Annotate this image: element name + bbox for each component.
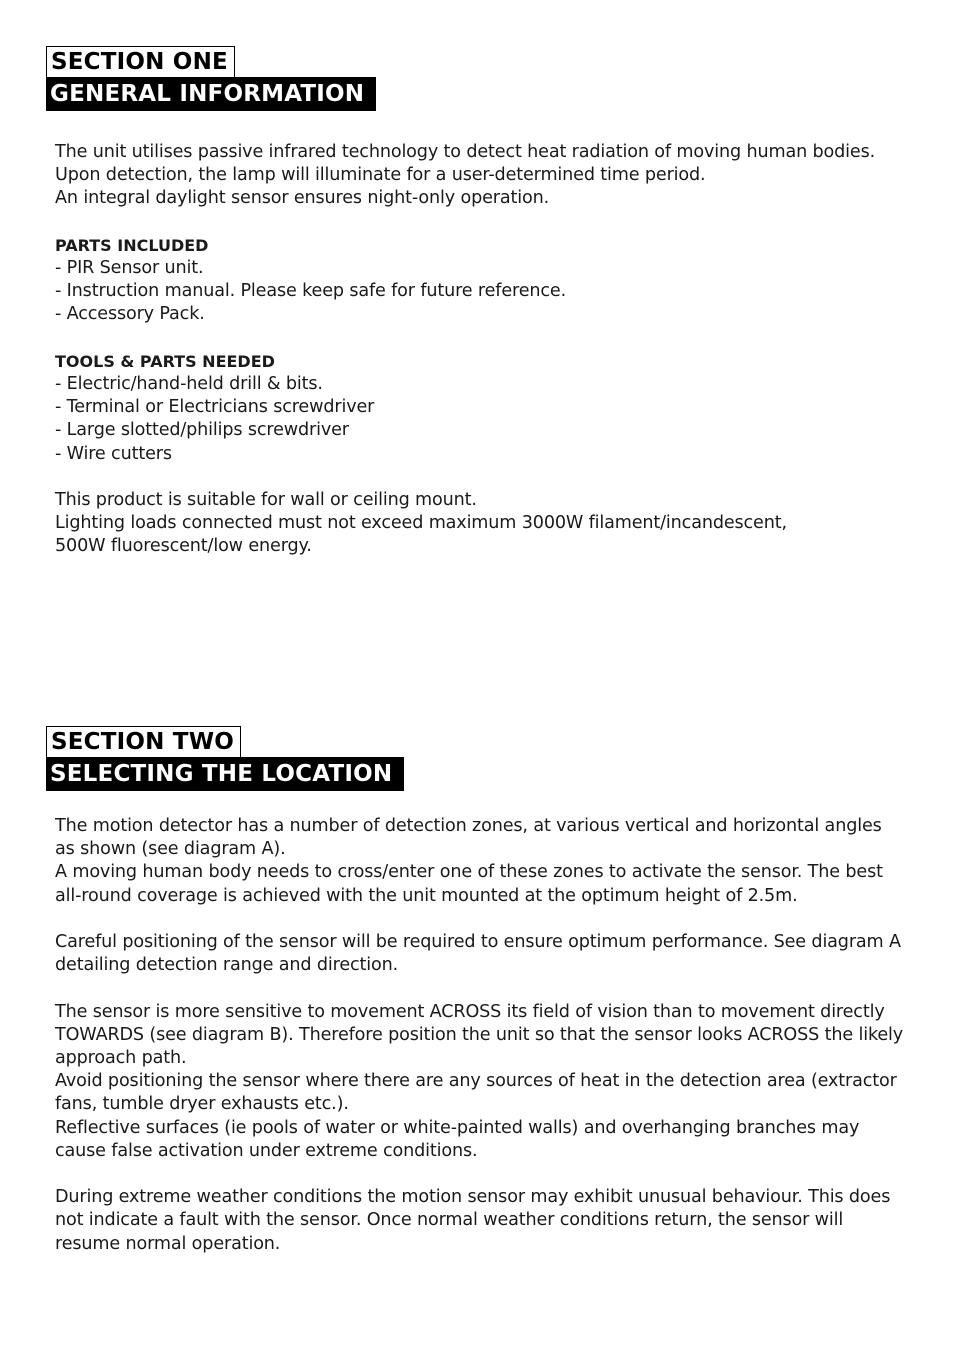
section-one-title: GENERAL INFORMATION <box>46 77 376 111</box>
section-two-title: SELECTING THE LOCATION <box>46 757 404 791</box>
tools-item: - Terminal or Electricians screwdriver <box>55 397 375 418</box>
parts-item: - PIR Sensor unit. <box>55 258 204 278</box>
section-one <box>0 46 954 559</box>
paragraph-line: Careful positioning of the sensor will be required to ensure optimum performance. See diagram A detailing detection range and direction. <box>55 932 901 976</box>
mounting-note: This product is suitable for wall or ceiling mount. <box>55 490 477 510</box>
parts-item: - Accessory Pack. <box>55 304 205 325</box>
tools-needed-heading: TOOLS & PARTS NEEDED <box>55 351 275 371</box>
tools-item: - Large slotted/philips screwdriver <box>55 420 349 441</box>
parts-included-heading: PARTS INCLUDED <box>55 235 209 255</box>
section-two-heading <box>46 726 954 791</box>
paragraph-line: During extreme weather conditions the motion sensor may exhibit unusual behaviour. This does not indicate a fault with the sensor. Once normal weather conditions return, the sensor will resume normal operation. <box>55 1187 891 1254</box>
paragraph-line: Avoid positioning the sensor where there are any sources of heat in the detection area (extractor fans, tumble dryer exhausts etc.). <box>55 1071 897 1115</box>
tools-item: - Electric/hand-held drill & bits. <box>55 374 323 394</box>
section-two <box>0 726 954 1256</box>
paragraph-line: The motion detector has a number of detection zones, at various vertical and horizontal angles as shown (see diagram A). <box>55 816 882 860</box>
paragraph-line: A moving human body needs to cross/enter one of these zones to activate the sensor. The best all-round coverage is achieved with the unit mounted at the optimum height of 2.5m. <box>55 862 883 906</box>
section-two-label: SECTION TWO <box>46 726 241 757</box>
load-note: 500W fluorescent/low energy. <box>55 536 312 557</box>
load-note: Lighting loads connected must not exceed maximum 3000W filament/incandescent, <box>55 513 787 534</box>
paragraph-line: Reflective surfaces (ie pools of water or white-painted walls) and overhanging branches may cause false activation under extreme conditions. <box>55 1117 860 1161</box>
tools-item: - Wire cutters <box>55 443 172 464</box>
intro-line: Upon detection, the lamp will illuminate for a user-determined time period. <box>55 165 706 186</box>
section-one-label: SECTION ONE <box>46 46 235 77</box>
section-one-body <box>55 141 905 559</box>
paragraph-line: The sensor is more sensitive to movement ACROSS its field of vision than to movement directly TOWARDS (see diagram B). Therefore position the unit so that the sensor looks ACROSS the likely approach path. <box>55 1001 904 1068</box>
parts-item: - Instruction manual. Please keep safe for future reference. <box>55 281 567 302</box>
section-two-body <box>55 815 905 1256</box>
intro-line: An integral daylight sensor ensures night-only operation. <box>55 188 550 209</box>
intro-line: The unit utilises passive infrared technology to detect heat radiation of moving human bodies. <box>55 142 876 162</box>
section-one-heading <box>46 46 954 111</box>
